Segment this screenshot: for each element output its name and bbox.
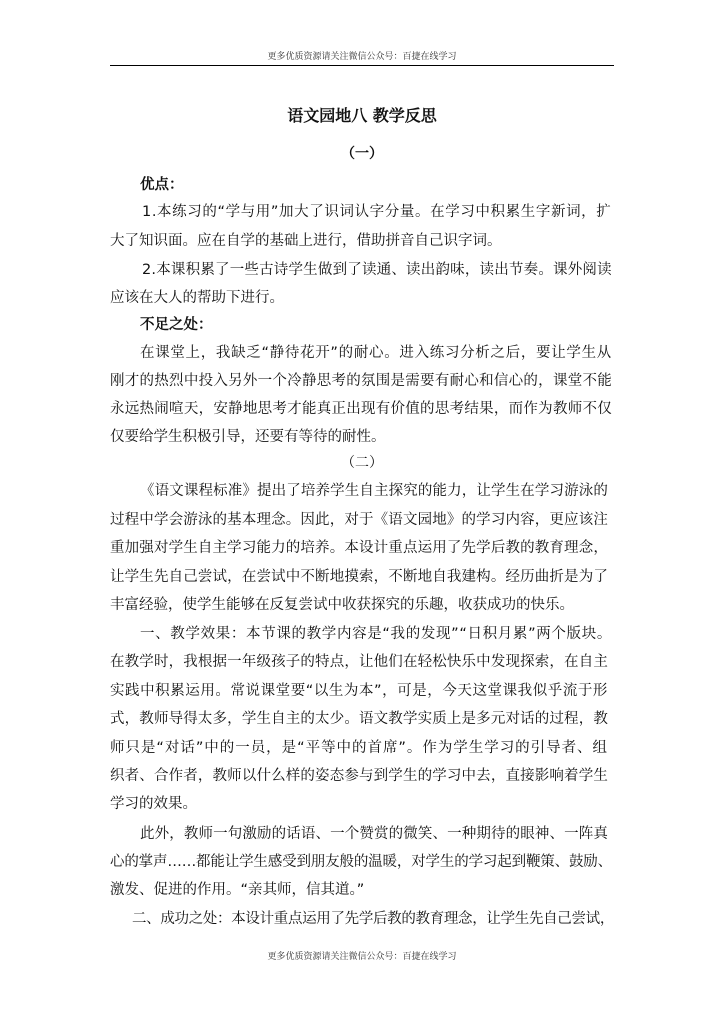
text-line-content: 应该在大人的帮助下进行。 [110, 290, 284, 306]
text-line [110, 794, 612, 814]
text-line [110, 852, 612, 872]
text-line-content: 刚才的热烈中投入另外一个冷静思考的氛围是需要有耐心和信心的，课堂不能 [110, 373, 612, 389]
text-line [110, 766, 608, 786]
text-line-content: 过程中学会游泳的基本理念。因此，对于《语文园地》的学习内容，更应该注 [110, 512, 608, 528]
text-line [132, 909, 614, 929]
text-line-content: 一、教学效果：本节课的教学内容是“我的发现”“日积月累”两个版块。 [140, 626, 612, 642]
document-title: 语文园地八 教学反思 [287, 106, 437, 125]
text-line-content: 重加强对学生自主学习能力的培养。本设计重点运用了先学后教的教育理念， [110, 540, 608, 556]
text-line-content: 在教学时，我根据一年级孩子的特点，让他们在轻松快乐中发现探索，在自主 [110, 654, 608, 670]
text-line-content: 永远热闹喧天，安静地思考才能真正出现有价值的思考结果，而作为教师不仅 [110, 401, 612, 417]
text-line-content: 激发、促进的作用。“亲其师，信其道。” [110, 882, 365, 898]
text-line-content: 实践中积累运用。常说课堂要“以生为本”，可是，今天这堂课我似乎流于形 [110, 683, 608, 699]
text-line [142, 202, 612, 222]
text-line [110, 231, 612, 251]
advantages-heading-text: 优点： [140, 177, 184, 193]
text-line-content: 在课堂上，我缺乏“静待花开”的耐心。进入练习分析之后，要让学生从 [140, 345, 612, 361]
text-line-content: 心的掌声……都能让学生感受到朋友般的温暖，对学生的学习起到鞭策、鼓励、 [110, 854, 612, 870]
text-line [110, 567, 608, 587]
text-line [140, 481, 608, 501]
shortcomings-heading [140, 315, 642, 335]
text-line [110, 538, 608, 558]
page-footer: 更多优质资源请关注微信公众号：百捷在线学习 [267, 952, 457, 962]
header-divider [110, 65, 614, 66]
text-line-content: 2.本课积累了一些古诗学生做到了读通、读出韵味，读出节奏。课外阅读 [142, 262, 612, 278]
text-line [110, 288, 612, 308]
text-line-content: 式，教师导得太多，学生自主的太少。语文教学实质上是多元对话的过程，教 [110, 711, 608, 727]
page-header: 更多优质资源请关注微信公众号：百捷在线学习 [267, 52, 457, 62]
text-line-content: 丰富经验，使学生能够在反复尝试中收获探究的乐趣，收获成功的快乐。 [110, 597, 574, 613]
text-line-content: 此外，教师一句激励的话语、一个赞赏的微笑、一种期待的眼神、一阵真 [140, 826, 608, 842]
text-line [110, 427, 612, 447]
text-line [110, 709, 608, 729]
advantages-heading [140, 175, 642, 195]
text-line-content: 仅要给学生积极引导，还要有等待的耐性。 [110, 429, 386, 445]
text-line [142, 260, 612, 280]
text-line [110, 595, 612, 615]
text-line-content: 师只是“对话”中的一员，是“平等中的首席”。作为学生学习的引导者、组 [110, 740, 608, 756]
text-line-content: 织者、合作者，教师以什么样的姿态参与到学生的学习中去，直接影响着学生 [110, 768, 608, 784]
text-line-content: 二、成功之处：本设计重点运用了先学后教的教育理念，让学生先自己尝试， [132, 911, 614, 927]
text-line [140, 824, 608, 844]
text-line-content: 学习的效果。 [110, 796, 197, 812]
text-line [110, 652, 608, 672]
text-line [110, 371, 612, 391]
text-line [110, 510, 608, 530]
text-line-content: 大了知识面。应在自学的基础上进行，借助拼音自己识字词。 [110, 233, 502, 249]
text-line [140, 343, 612, 363]
shortcomings-heading-text: 不足之处： [140, 317, 213, 333]
section-heading-2: （二） [341, 455, 383, 471]
text-line [110, 738, 608, 758]
section-heading-1: （一） [341, 146, 383, 162]
text-line [110, 681, 608, 701]
text-line [140, 624, 612, 644]
text-line [110, 399, 612, 419]
text-line-content: 1.本练习的“学与用”加大了识词认字分量。在学习中积累生字新词，扩 [142, 204, 612, 220]
text-line-content: 让学生先自己尝试，在尝试中不断地摸索，不断地自我建构。经历曲折是为了 [110, 569, 608, 585]
text-line [110, 880, 612, 900]
text-line-content: 《语文课程标准》提出了培养学生自主探究的能力，让学生在学习游泳的 [140, 483, 608, 499]
